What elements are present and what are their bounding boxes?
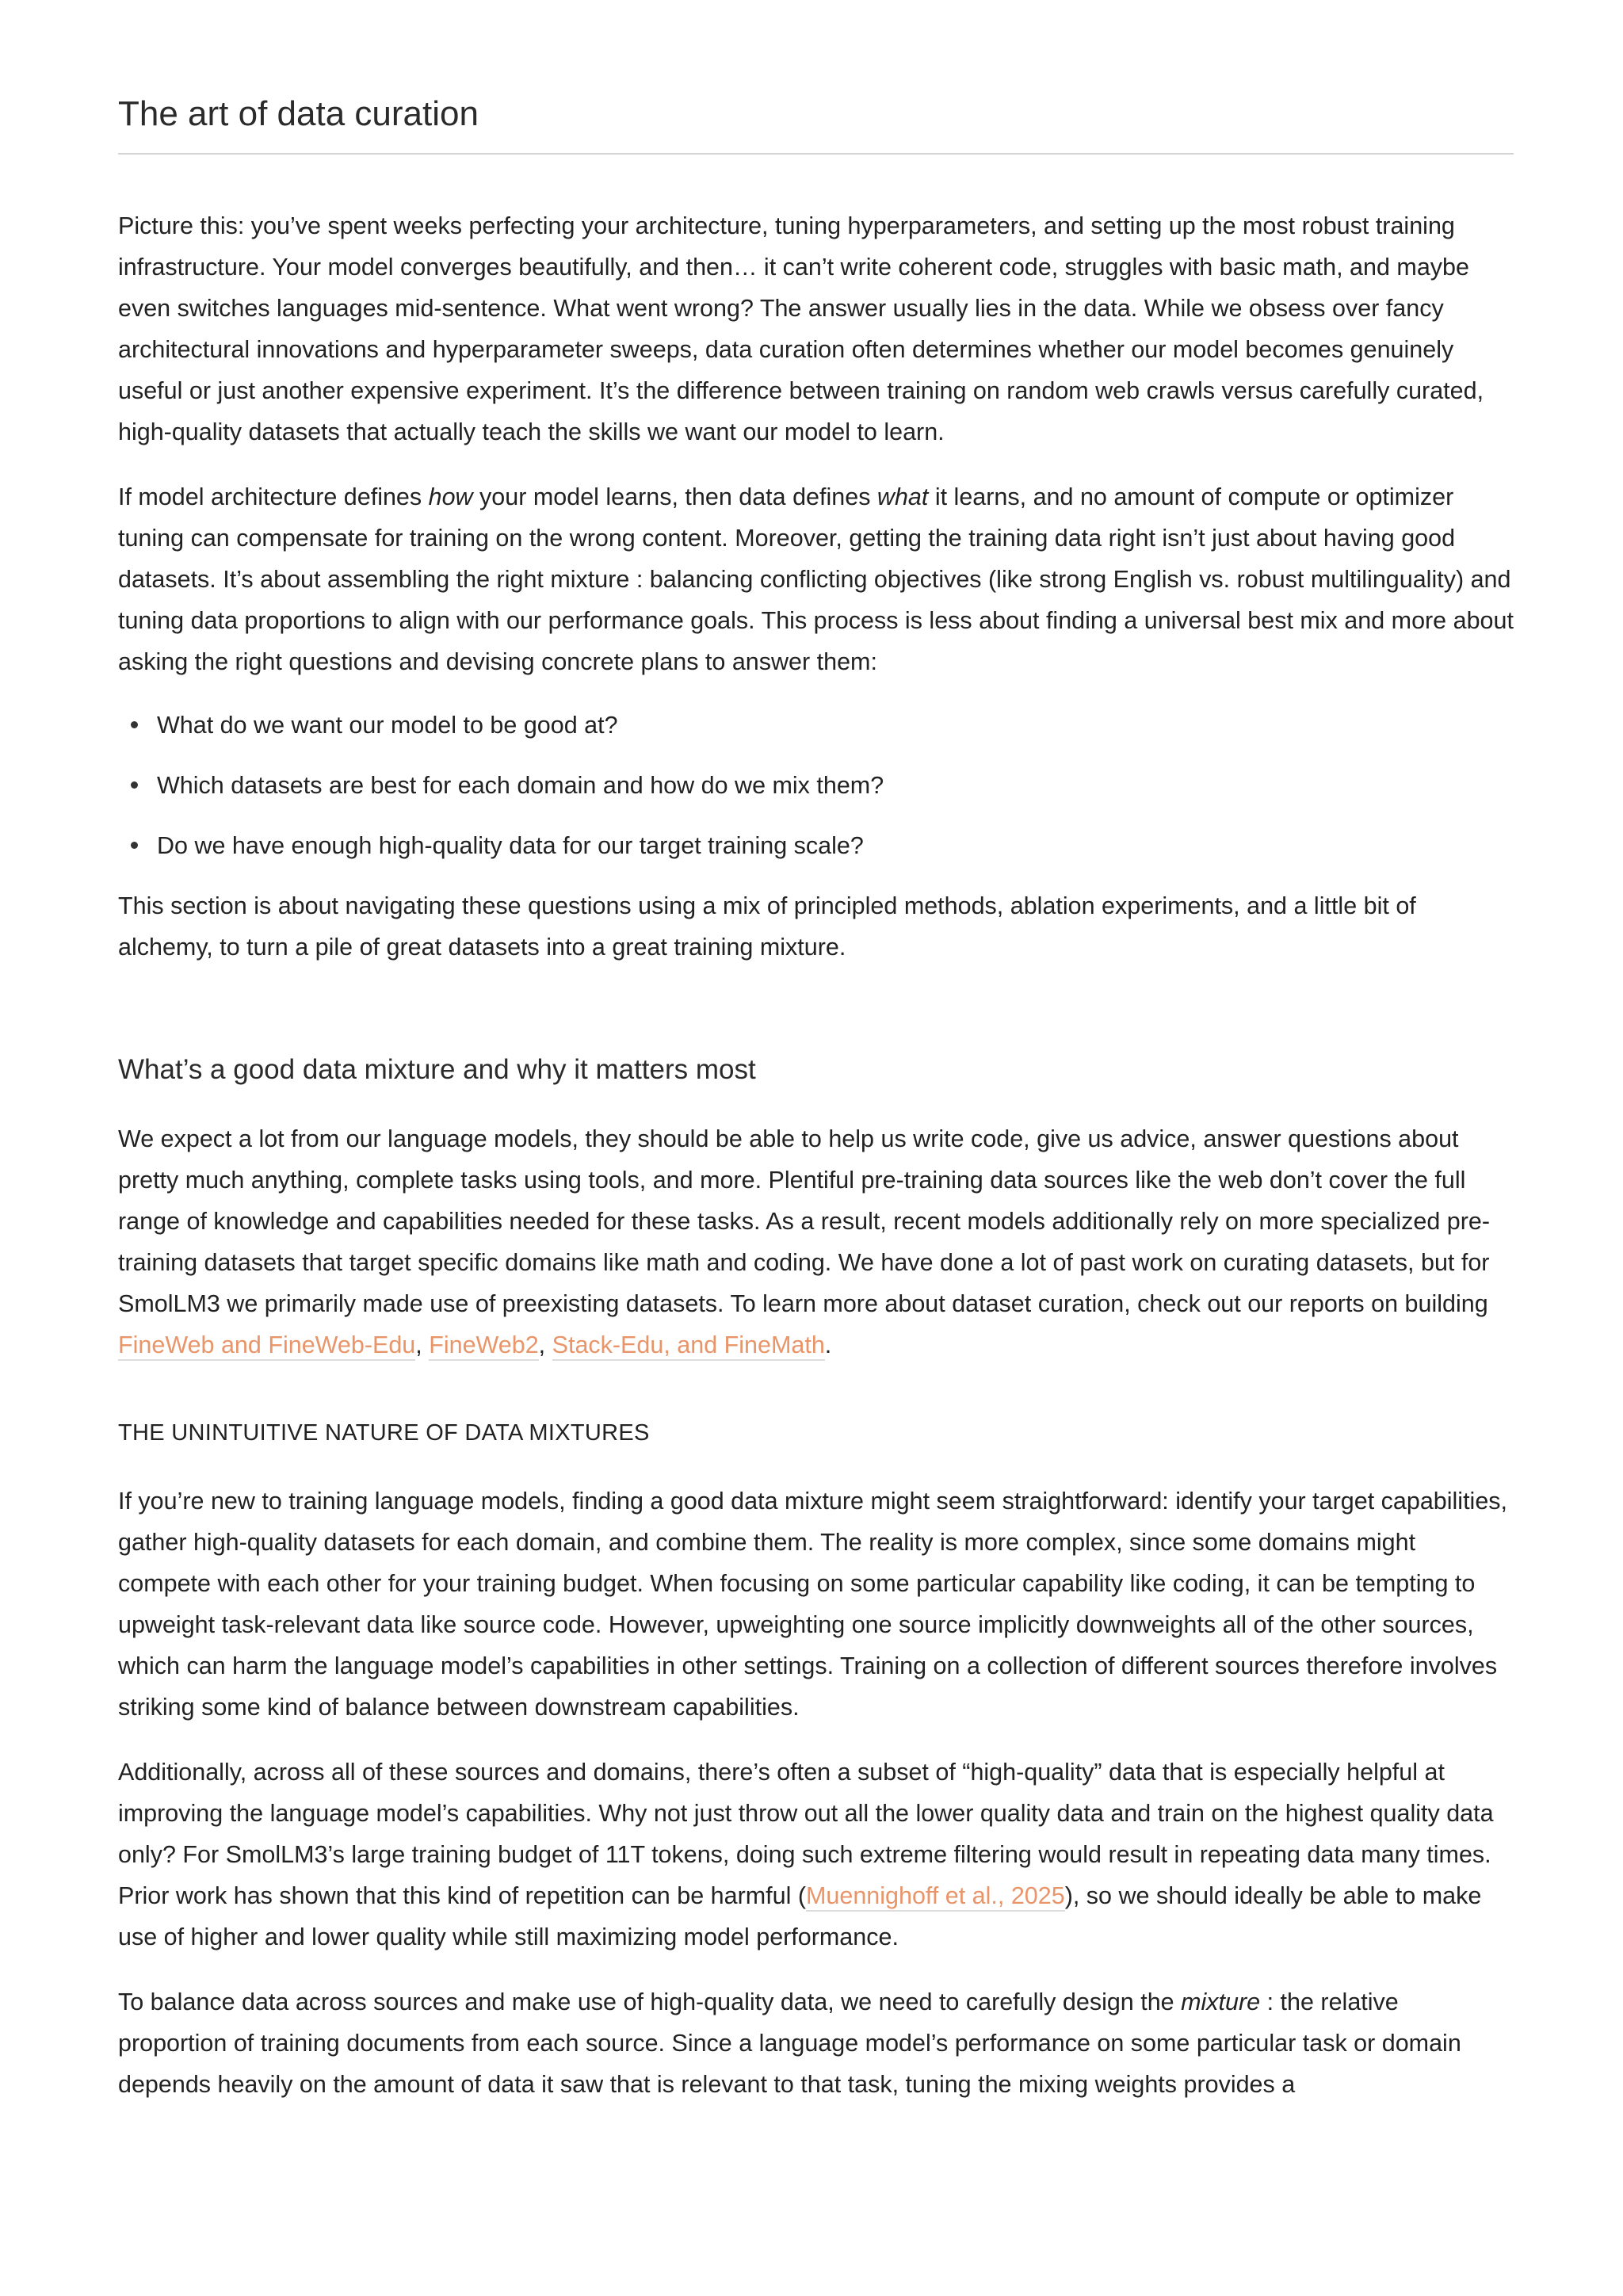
list-item: [118, 705, 1514, 746]
text-span: If model architecture defines: [118, 483, 429, 510]
list-item-text: Do we have enough high-quality data for our target training scale?: [157, 831, 864, 859]
section-title: The art of data curation: [118, 94, 1514, 155]
unintuitive-paragraph-1: If you’re new to training language models, finding a good data mixture might seem straightforward: identify your target capabilities, gather high-quality datasets for each domain, and combine them. The reality is more complex, since some domains might compete with each other for your training budget. When focusing on some particular capability like coding, it can be tempting to upweight task-relevant data like source code. However, upweighting one source implicitly downweights all of the other sources, which can harm the language model’s capabilities in other settings. Training on a collection of different sources therefore involves striking some kind of balance between downstream capabilities.: [118, 1487, 1508, 1721]
text-span: We expect a lot from our language models, they should be able to help us write code, give us advice, answer questions about pretty much anything, complete tasks using tools, and more. Plentiful pre-training data sources like the web don’t cover the full range of knowledge and capabilities needed for these tasks. As a result, recent models additionally rely on more specialized pre-training datasets that target specific domains like math and coding. We have done a lot of past work on curating datasets, but for SmolLM3 we primarily made use of preexisting datasets. To learn more about dataset curation, check out our reports on building: [118, 1125, 1491, 1317]
text-span: Additionally, across all of these sources and domains, there’s often a subset of “high-quality” data that is especially helpful at improving the language model’s capabilities. Why not just throw out all the lower quality data and train on the highest quality data only? For SmolLM3’s large training budget of 11T tokens, doing such extreme filtering would result in repeating data many times. Prior work has shown that this kind of repetition can be harmful (: [118, 1758, 1494, 1909]
list-item: [118, 765, 1514, 806]
text-span: ,: [415, 1331, 430, 1358]
text-span: your model learns, then data defines: [472, 483, 877, 510]
link-stack-edu[interactable]: Stack-Edu, and FineMath: [552, 1331, 825, 1361]
intro-paragraph-2: [118, 476, 1514, 682]
question-list: [118, 705, 1514, 866]
text-span: ,: [538, 1331, 552, 1358]
link-fineweb2[interactable]: FineWeb2: [429, 1331, 538, 1361]
intro-paragraph-3: This section is about navigating these questions using a mix of principled methods, ablation experiments, and a little bit of alchemy, to turn a pile of great datasets into a great training mixture.: [118, 892, 1416, 961]
intro-paragraph-1: Picture this: you’ve spent weeks perfecting your architecture, tuning hyperparameters, and setting up the most robust training infrastructure. Your model converges beautifully, and then… it can’t write coherent code, struggles with basic math, and maybe even switches languages mid-sentence. What went wrong? The answer usually lies in the data. While we obsess over fancy architectural innovations and hyperparameter sweeps, data curation often determines whether our model becomes genuinely useful or just another expensive experiment. It’s the difference between training on random web crawls versus carefully curated, high-quality datasets that actually teach the skills we want our model to learn.: [118, 212, 1484, 445]
text-span: ), so we should ideally be able to make use of higher and lower quality while still maximizing model performance.: [118, 1881, 1482, 1950]
subheading-good-mixture: What’s a good data mixture and why it matters most: [118, 1053, 756, 1085]
citation-link[interactable]: Muennighoff et al., 2025: [806, 1882, 1065, 1912]
link-fineweb[interactable]: FineWeb and FineWeb-Edu: [118, 1331, 415, 1361]
list-item-text: What do we want our model to be good at?: [157, 711, 618, 739]
subheading-unintuitive: THE UNINTUITIVE NATURE OF DATA MIXTURES: [118, 1419, 650, 1446]
text-span: : the relative proportion of training documents from each source. Since a language model’s performance on some particular task or domain depends heavily on the amount of data it saw that is relevant to that task, tuning the mixing weights provides a: [118, 1988, 1461, 2098]
good-mixture-paragraph: [118, 1118, 1514, 1366]
emphasis-mixture: mixture: [1181, 1988, 1261, 2015]
bullet-icon: [131, 721, 138, 728]
bullet-icon: [131, 781, 138, 789]
text-span: To balance data across sources and make use of high-quality data, we need to carefully design the: [118, 1988, 1182, 2015]
text-span: .: [824, 1331, 832, 1358]
list-item: [118, 825, 1514, 866]
list-item-text: Which datasets are best for each domain and how do we mix them?: [157, 771, 884, 799]
emphasis-what: what: [876, 483, 929, 510]
unintuitive-paragraph-3: [118, 1981, 1514, 2105]
emphasis-how: how: [428, 483, 473, 510]
unintuitive-paragraph-2: [118, 1752, 1514, 1958]
text-span: it learns, and no amount of compute or optimizer tuning can compensate for training on the wrong content. Moreover, getting the training data right isn’t just about having good datasets. It’s about assembling the right mixture : balancing conflicting objectives (like strong English vs. robust multilinguality) and tuning data proportions to align with our performance goals. This process is less about finding a universal best mix and more about asking the right questions and devising concrete plans to answer them:: [118, 483, 1514, 675]
bullet-icon: [131, 842, 138, 849]
